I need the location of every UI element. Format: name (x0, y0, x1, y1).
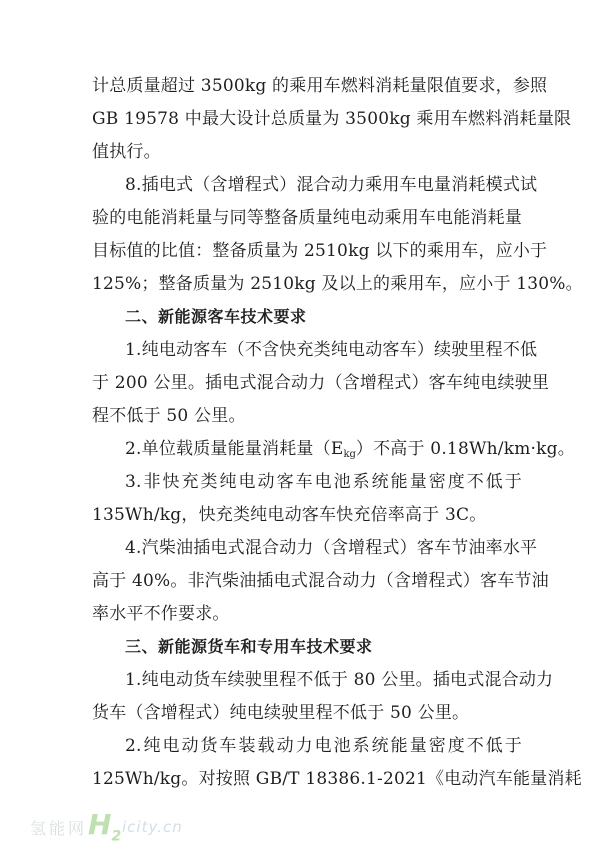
section-2-item-1-line-3: 程不低于 50 公里。 (92, 406, 246, 426)
paragraph-8-line-2: 验的电能消耗量与同等整备质量纯电动乘用车电能消耗量 (92, 208, 522, 228)
section-2-item-1-line-2: 于 200 公里。插电式混合动力（含增程式）客车纯电续驶里 (92, 373, 550, 393)
section-2-item-4-line-1: 4.汽柴油插电式混合动力（含增程式）客车节油率水平 (125, 538, 538, 558)
section-2-item-3-line-2: 135Wh/kg，快充类纯电动客车快充倍率高于 3C。 (92, 505, 487, 525)
section-2-item-2-suffix: ）不高于 0.18Wh/km·kg。 (355, 439, 575, 459)
h2-logo-icon (88, 808, 121, 845)
section-2-item-2-prefix: 2.单位载质量能量消耗量（E (125, 439, 344, 459)
section-3-item-2-line-2: 125Wh/kg。对按照 GB/T 18386.1-2021《电动汽车能量消耗 (92, 769, 582, 789)
watermark-domain: icity.cn (122, 818, 183, 836)
watermark-chinese-text: 氢能网 (30, 819, 88, 838)
section-2-item-2 (125, 438, 575, 466)
site-watermark (30, 808, 200, 845)
section-2-item-1-line-1: 1.纯电动客车（不含快充类纯电动客车）续驶里程不低 (125, 340, 538, 360)
section-2-item-2-subscript: kg (343, 449, 356, 460)
watermark-logo-letter: H (88, 808, 112, 841)
section-3-item-1-line-2: 货车（含增程式）纯电续驶里程不低于 50 公里。 (92, 703, 470, 723)
section-2-item-4-line-3: 率水平不作要求。 (92, 604, 230, 624)
section-3-item-1-line-1: 1.纯电动货车续驶里程不低于 80 公里。插电式混合动力 (125, 670, 554, 690)
section-3-item-2-line-1: 2.纯电动货车装载动力电池系统能量密度不低于 (125, 736, 522, 756)
paragraph-8-line-3: 目标值的比值：整备质量为 2510kg 以下的乘用车，应小于 (92, 241, 548, 261)
section-2-item-4-line-2: 高于 40%。非汽柴油插电式混合动力（含增程式）客车节油 (92, 571, 549, 591)
paragraph-8-line-1: 8.插电式（含增程式）混合动力乘用车电量消耗模式试 (125, 175, 538, 195)
paragraph-7-line-3: 值执行。 (92, 142, 161, 162)
section-2-item-3-line-1: 3.非快充类纯电动客车电池系统能量密度不低于 (125, 472, 522, 492)
paragraph-8-line-4: 125%；整备质量为 2510kg 及以上的乘用车，应小于 130%。 (92, 274, 583, 294)
watermark-logo-subscript: 2 (111, 828, 122, 845)
paragraph-7-line-2: GB 19578 中最大设计总质量为 3500kg 乘用车燃料消耗量限 (92, 109, 572, 129)
section-2-heading: 二、新能源客车技术要求 (125, 307, 307, 326)
section-3-heading: 三、新能源货车和专用车技术要求 (125, 637, 373, 656)
paragraph-7-line-1: 计总质量超过 3500kg 的乘用车燃料消耗量限值要求，参照 (92, 76, 548, 96)
